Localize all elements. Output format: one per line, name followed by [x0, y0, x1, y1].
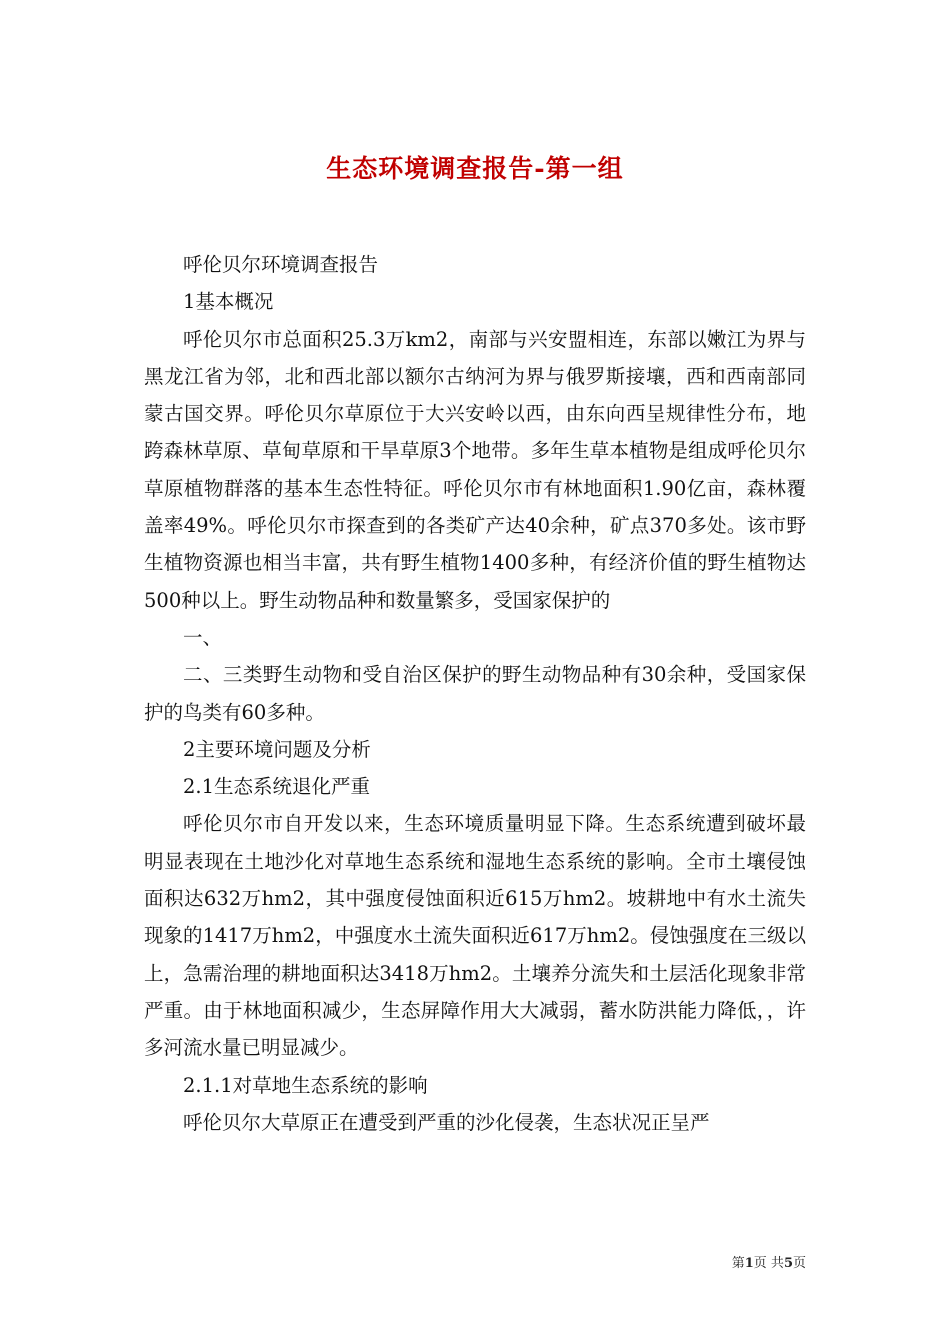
- paragraph-section-2-heading: 2主要环境问题及分析: [183, 737, 371, 761]
- page-number-footer: [732, 1252, 806, 1271]
- paragraph-section-2-1-1-heading: 2.1.1对草地生态系统的影响: [183, 1073, 428, 1097]
- paragraph-section-2-1-heading: 2.1生态系统退化严重: [183, 775, 371, 799]
- paragraph-report-heading: 呼伦贝尔环境调查报告: [183, 253, 379, 276]
- current-page-number: 1: [744, 1256, 754, 1271]
- paragraph-ecosystem-degradation: 呼伦贝尔市自开发以来，生态环境质量明显下降。生态系统遭到破坏最明显表现在土地沙化对草地生态系统和湿地生态系统的影响。全市土壤侵蚀面积达632万hm2，其中强度侵蚀面积近615万hm2。坡耕地中有水土流失现象的1417万hm2，中强度水土流失面积近617万hm2。侵蚀强度在三级以上，急需治理的耕地面积达3418万hm2。土壤养分流失和土层活化现象非常严重。由于林地面积减少，生态屏障作用大大减弱，蓄水防洪能力降低，，许多河流水量已明显减少。: [144, 812, 806, 1060]
- total-pages-number: 5: [783, 1256, 793, 1271]
- paragraph-list-two: 二、三类野生动物和受自治区保护的野生动物品种有30余种，受国家保护的鸟类有60多种。: [144, 663, 806, 724]
- document-body: [144, 246, 806, 1141]
- paragraph-grassland-impact: 呼伦贝尔大草原正在遭受到严重的沙化侵袭，生态状况正呈严: [183, 1110, 710, 1134]
- footer-suffix: 页: [792, 1256, 806, 1271]
- paragraph-overview: 呼伦贝尔市总面积25.3万km2，南部与兴安盟相连，东部以嫩江为界与黑龙江省为邻，北和西北部以额尔古纳河为界与俄罗斯接壤，西和西南部同蒙古国交界。呼伦贝尔草原位于大兴安岭以西，由东向西呈规律性分布，地跨森林草原、草甸草原和干旱草原3个地带。多年生草本植物是组成呼伦贝尔草原植物群落的基本生态性特征。呼伦贝尔市有林地面积1.90亿亩，森林覆盖率49%。呼伦贝尔市探查到的各类矿产达40余种，矿点370多处。该市野生植物资源也相当丰富，共有野生植物1400多种，有经济价值的野生植物达500种以上。野生动物品种和数量繁多，受国家保护的: [144, 327, 806, 612]
- footer-prefix: 第: [731, 1256, 745, 1271]
- footer-middle: 页 共: [753, 1256, 784, 1271]
- paragraph-list-one: 一、: [183, 625, 223, 649]
- paragraph-section-1-heading: 1基本概况: [183, 290, 274, 314]
- document-title: 生态环境调查报告-第一组: [326, 153, 624, 183]
